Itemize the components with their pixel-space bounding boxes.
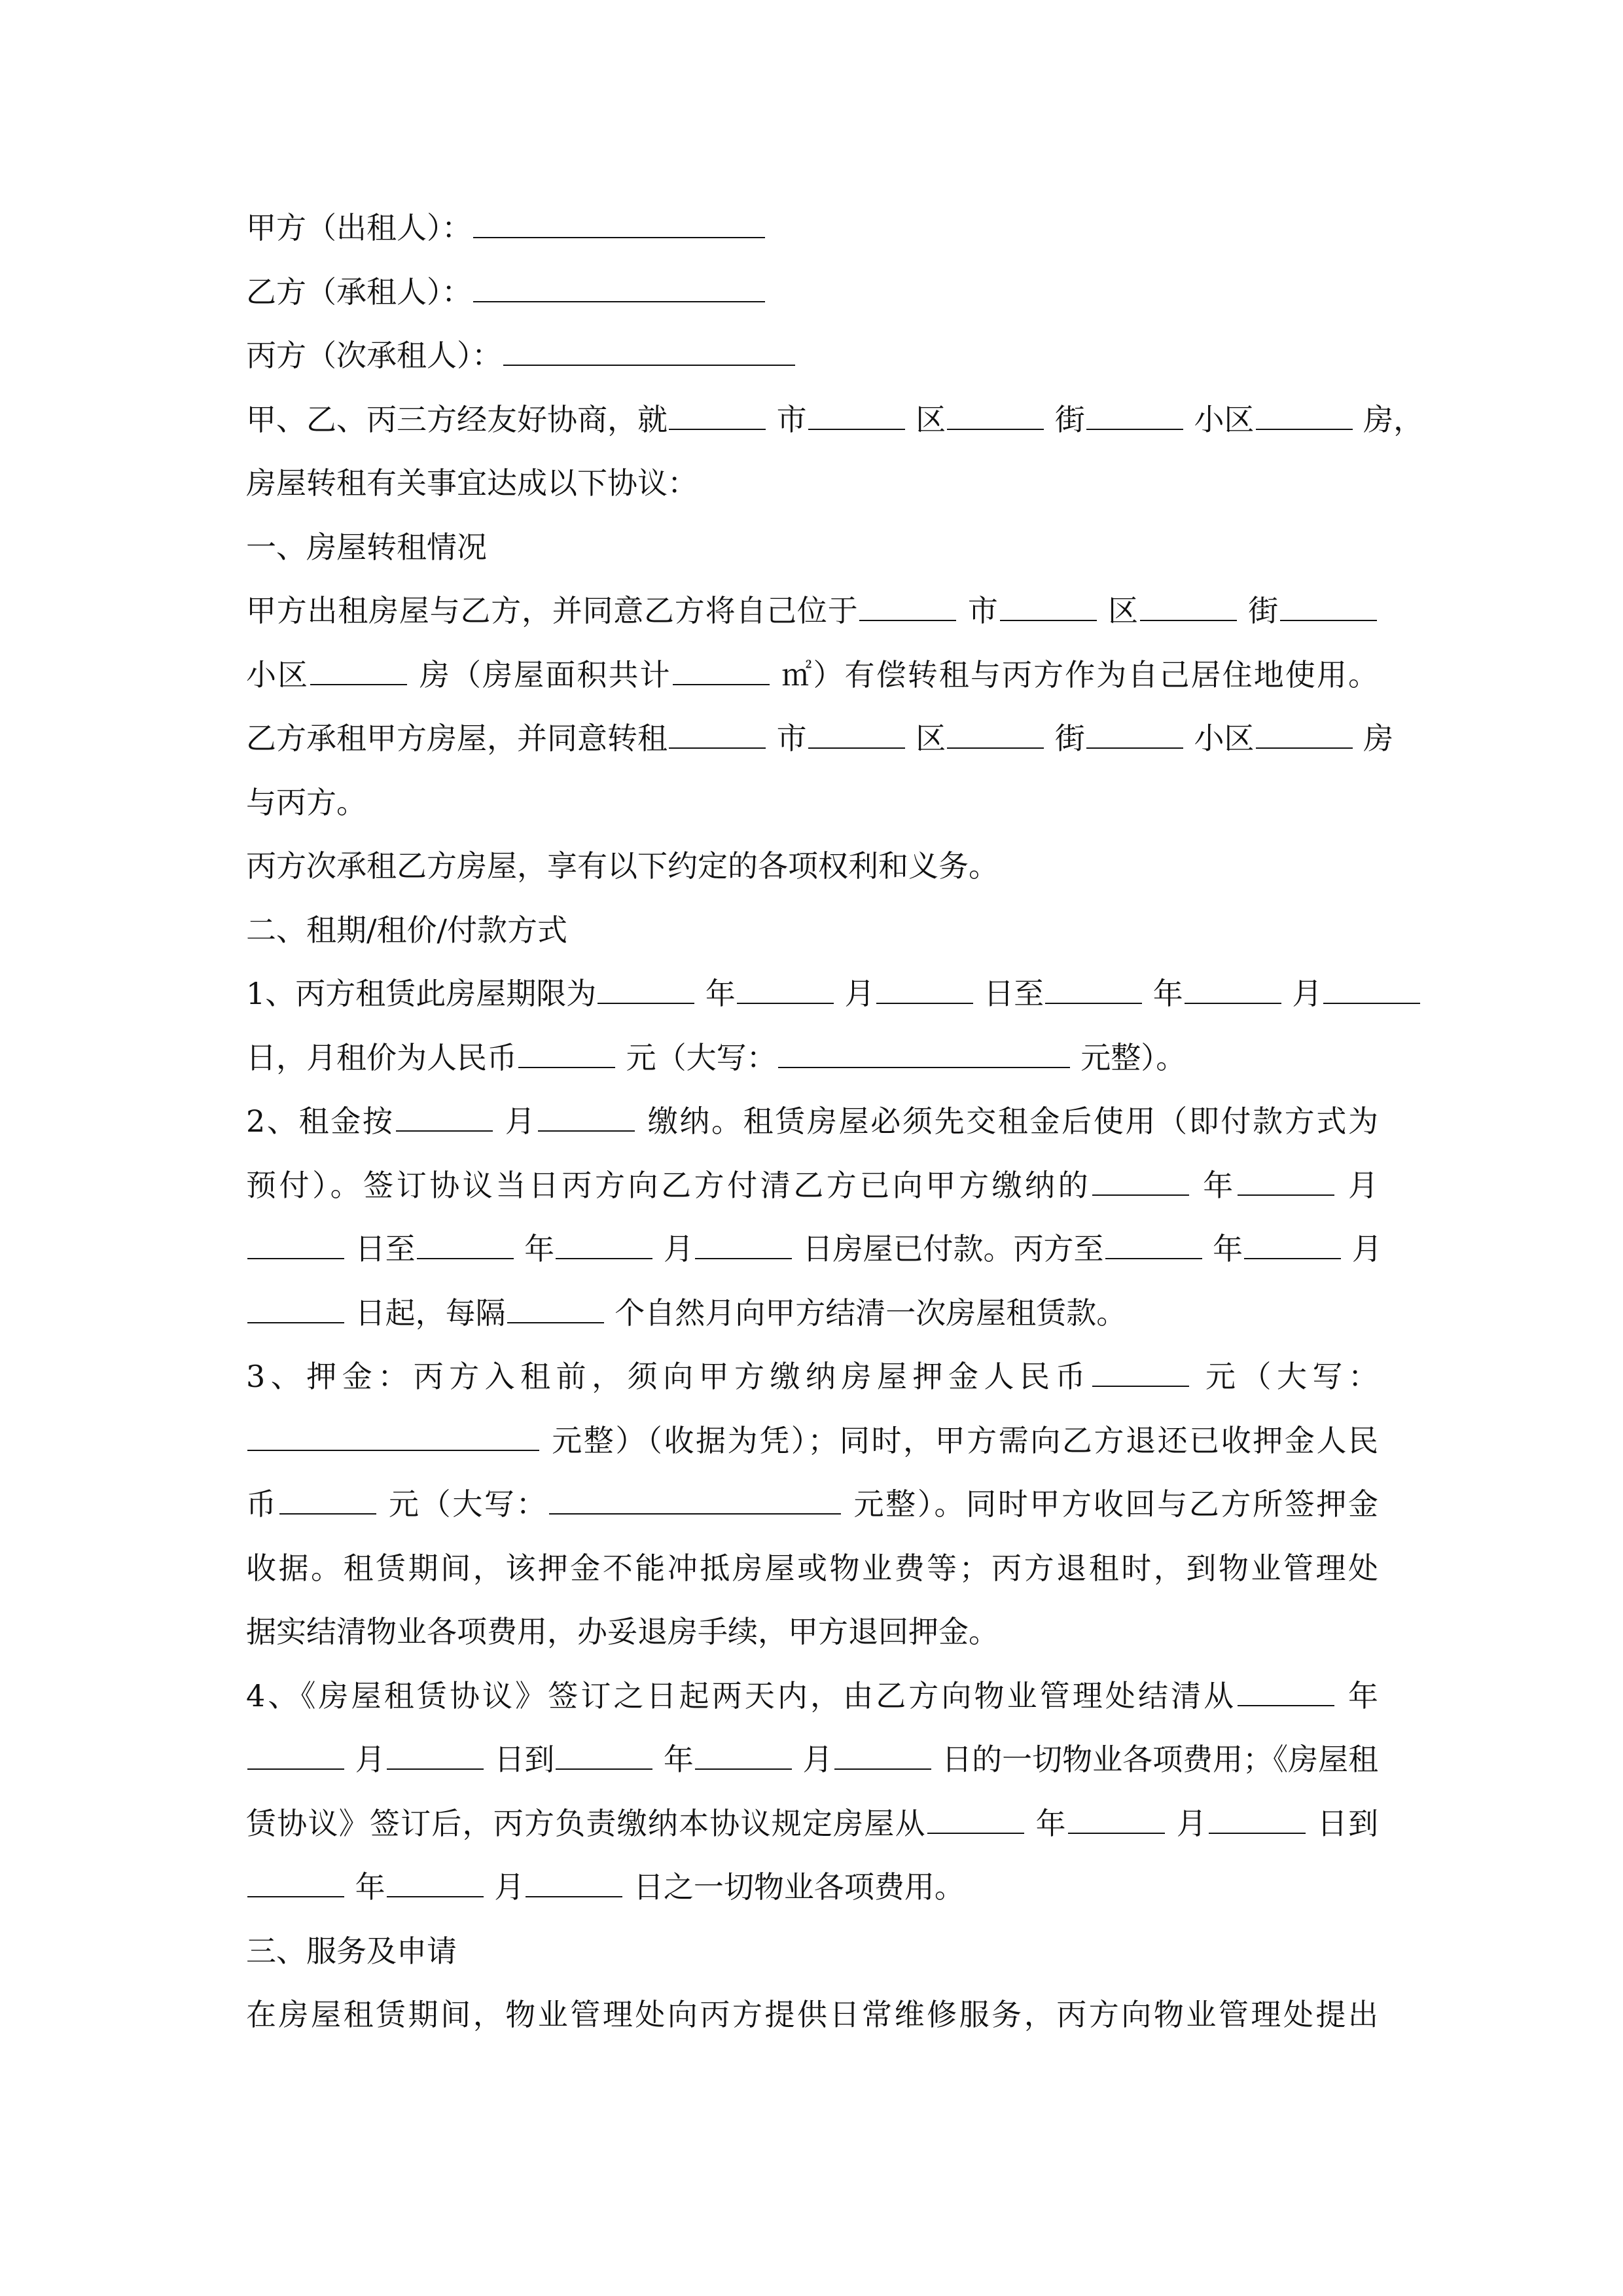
fill-in-blank <box>1086 725 1183 749</box>
text-segment: 月 <box>355 1742 385 1777</box>
text-segment: 街 <box>1054 721 1085 756</box>
text-segment: 日到 <box>494 1742 555 1777</box>
text-segment: 年 <box>1035 1805 1067 1841</box>
text-segment: 房（房屋面积共计 <box>419 656 671 692</box>
text-segment: 日到 <box>1317 1805 1378 1841</box>
text-segment: 房屋转租有关事宜达成以下协议： <box>246 465 698 501</box>
document-body <box>246 196 1424 2047</box>
text-segment: 元（大写： <box>626 1039 777 1075</box>
fill-in-blank <box>695 1746 792 1770</box>
text-segment: 月 <box>1176 1805 1207 1841</box>
text-segment: 月 <box>1292 976 1323 1011</box>
text-segment: 小区 <box>1194 401 1255 437</box>
fill-in-blank <box>1140 598 1237 621</box>
fill-in-blank <box>808 406 905 430</box>
text-segment: 据实结清物业各项费用，办妥退房手续，甲方退回押金。 <box>246 1614 999 1649</box>
text-segment: 年 <box>705 976 736 1011</box>
text-segment: 甲方（出租人）： <box>246 210 472 245</box>
fill-in-blank <box>549 1491 841 1515</box>
text-segment: 日起，每隔 <box>355 1295 506 1331</box>
text-segment: 元整）。同时甲方收回与乙方所签押金 <box>853 1486 1378 1522</box>
text-segment: 月 <box>1348 1167 1379 1203</box>
fill-in-blank <box>556 1746 652 1770</box>
document-line <box>246 1473 1378 1537</box>
fill-in-blank <box>279 1491 376 1515</box>
text-segment: 与丙方。 <box>246 784 366 820</box>
fill-in-blank <box>1185 980 1281 1004</box>
fill-in-blank <box>1105 1236 1202 1259</box>
fill-in-blank <box>1092 1172 1189 1196</box>
fill-in-blank <box>1086 406 1183 430</box>
text-segment: 月 <box>802 1742 833 1777</box>
fill-in-blank <box>503 342 795 366</box>
fill-in-blank <box>1244 1236 1341 1259</box>
text-segment: 2、租金按 <box>246 1103 395 1139</box>
fill-in-blank <box>1323 980 1420 1004</box>
fill-in-blank <box>387 1874 484 1897</box>
text-segment: 月 <box>1351 1231 1382 1266</box>
document-line <box>246 1728 1378 1792</box>
fill-in-blank <box>947 406 1044 430</box>
text-segment: 3、押金：丙方入租前，须向甲方缴纳房屋押金人民币 <box>246 1359 1091 1394</box>
text-segment: 街 <box>1054 401 1085 437</box>
fill-in-blank <box>518 1045 615 1068</box>
document-line <box>246 1090 1378 1154</box>
document-line <box>246 196 1378 260</box>
text-segment: 日至 <box>984 976 1044 1011</box>
document-line <box>246 1664 1378 1729</box>
document-line <box>246 1154 1378 1218</box>
fill-in-blank <box>695 1236 792 1259</box>
text-segment: 小区 <box>1194 721 1255 756</box>
document-line <box>246 1792 1378 1856</box>
document-line <box>246 1026 1378 1090</box>
fill-in-blank <box>247 1874 344 1897</box>
text-segment: 区 <box>1108 593 1139 628</box>
text-segment: 小区 <box>246 656 310 692</box>
fill-in-blank <box>947 725 1044 749</box>
text-segment: 乙方（承租人）： <box>246 274 472 310</box>
text-segment: 年 <box>524 1231 555 1266</box>
text-segment: 房， <box>1363 401 1424 437</box>
text-segment: 二、租期/租价/付款方式 <box>246 912 567 948</box>
text-segment: 市 <box>967 593 999 628</box>
document-line <box>246 1600 1378 1664</box>
text-segment: 元整）。 <box>1080 1039 1186 1075</box>
document-line <box>246 324 1378 388</box>
fill-in-blank <box>538 1108 635 1132</box>
fill-in-blank <box>876 980 973 1004</box>
text-segment: 日的一切物业各项费用；《房屋租 <box>942 1742 1379 1777</box>
text-segment: 区 <box>916 721 946 756</box>
document-line <box>246 1282 1378 1346</box>
text-segment: 月 <box>494 1869 525 1905</box>
text-segment: 年 <box>663 1742 694 1777</box>
fill-in-blank <box>473 279 765 302</box>
text-segment: 赁协议》签订后，丙方负责缴纳本协议规定房屋从 <box>246 1805 926 1841</box>
fill-in-blank <box>927 1810 1024 1834</box>
text-segment: 月 <box>844 976 875 1011</box>
fill-in-blank <box>396 1108 493 1132</box>
document-line <box>246 1856 1378 1920</box>
fill-in-blank <box>473 215 765 238</box>
fill-in-blank <box>1209 1810 1306 1834</box>
text-segment: 个自然月向甲方结清一次房屋租赁款。 <box>615 1295 1127 1331</box>
document-line <box>246 899 1378 963</box>
text-segment: 月 <box>663 1231 694 1266</box>
fill-in-blank <box>778 1045 1070 1068</box>
fill-in-blank <box>859 598 956 621</box>
text-segment: 年 <box>1213 1231 1243 1266</box>
document-line <box>246 771 1378 835</box>
text-segment: 日之一切物业各项费用。 <box>633 1869 965 1905</box>
text-segment: 元（大写： <box>1205 1359 1378 1394</box>
text-segment: 1、丙方租赁此房屋期限为 <box>246 976 597 1011</box>
fill-in-blank <box>737 980 834 1004</box>
document-line <box>246 516 1378 580</box>
document-line <box>246 260 1378 325</box>
text-segment: 甲方出租房屋与乙方，并同意乙方将自己位于 <box>246 593 859 628</box>
text-segment: 4、《房屋租赁协议》签订之日起两天内，由乙方向物业管理处结清从 <box>246 1677 1237 1713</box>
fill-in-blank <box>1068 1810 1165 1834</box>
text-segment: 三、服务及申请 <box>246 1933 457 1969</box>
text-segment: 日，月租价为人民币 <box>246 1039 517 1075</box>
document-line <box>246 707 1394 771</box>
document-line <box>246 834 1378 899</box>
fill-in-blank <box>1238 1683 1334 1706</box>
fill-in-blank <box>507 1300 604 1323</box>
text-segment: 月 <box>505 1103 537 1139</box>
fill-in-blank <box>1092 1363 1189 1387</box>
fill-in-blank <box>1000 598 1097 621</box>
text-segment: 市 <box>776 401 807 437</box>
text-segment: 街 <box>1248 593 1279 628</box>
document-line <box>246 1983 1378 2047</box>
fill-in-blank <box>247 1746 344 1770</box>
document-line <box>246 1409 1378 1473</box>
fill-in-blank <box>808 725 905 749</box>
fill-in-blank <box>834 1746 931 1770</box>
document-line <box>246 962 1378 1026</box>
text-segment: 日至 <box>355 1231 416 1266</box>
text-segment: 房 <box>1363 721 1394 756</box>
fill-in-blank <box>1045 980 1142 1004</box>
fill-in-blank <box>387 1746 484 1770</box>
fill-in-blank <box>669 406 766 430</box>
text-segment: 收据。租赁期间，该押金不能冲抵房屋或物业费等；丙方退租时，到物业管理处 <box>246 1550 1378 1586</box>
text-segment: ㎡）有偿转租与丙方作为自己居住地使用。 <box>781 656 1379 692</box>
text-segment: 元（大写： <box>388 1486 548 1522</box>
document-line <box>246 579 1378 643</box>
fill-in-blank <box>597 980 694 1004</box>
text-segment: 丙方（次承租人）： <box>246 338 502 373</box>
document-line <box>246 1920 1378 1984</box>
text-segment: 年 <box>355 1869 385 1905</box>
text-segment: 在房屋租赁期间，物业管理处向丙方提供日常维修服务，丙方向物业管理处提出 <box>246 1997 1378 2032</box>
text-segment: 元整）（收据为凭）；同时，甲方需向乙方退还已收押金人民 <box>552 1422 1379 1458</box>
fill-in-blank <box>526 1874 622 1897</box>
document-line <box>246 1537 1378 1601</box>
fill-in-blank <box>1238 1172 1334 1196</box>
fill-in-blank <box>1256 725 1353 749</box>
text-segment: 缴纳。租赁房屋必须先交租金后使用（即付款方式为 <box>647 1103 1379 1139</box>
text-segment: 预付）。签订协议当日丙方向乙方付清乙方已向甲方缴纳的 <box>246 1167 1092 1203</box>
fill-in-blank <box>247 1427 539 1451</box>
document-line <box>246 452 1378 516</box>
text-segment: 甲、乙、丙三方经友好协商，就 <box>246 401 668 437</box>
text-segment: 乙方承租甲方房屋，并同意转租 <box>246 721 668 756</box>
text-segment: 年 <box>1203 1167 1236 1203</box>
document-line <box>246 1345 1378 1409</box>
fill-in-blank <box>247 1236 344 1259</box>
text-segment: 丙方次承租乙方房屋，享有以下约定的各项权利和义务。 <box>246 848 999 884</box>
fill-in-blank <box>556 1236 652 1259</box>
text-segment: 区 <box>916 401 946 437</box>
document-line <box>246 1217 1382 1282</box>
fill-in-blank <box>673 662 770 685</box>
text-segment: 日房屋已付款。丙方至 <box>802 1231 1104 1266</box>
fill-in-blank <box>417 1236 514 1259</box>
text-segment: 币 <box>246 1486 278 1522</box>
text-segment: 年 <box>1347 1677 1378 1713</box>
fill-in-blank <box>1280 598 1377 621</box>
text-segment: 一、房屋转租情况 <box>246 529 487 565</box>
document-line <box>246 643 1378 708</box>
fill-in-blank <box>1256 406 1353 430</box>
document-line <box>246 388 1424 452</box>
fill-in-blank <box>247 1300 344 1323</box>
fill-in-blank <box>310 662 407 685</box>
text-segment: 年 <box>1152 976 1183 1011</box>
text-segment: 市 <box>776 721 807 756</box>
fill-in-blank <box>669 725 766 749</box>
